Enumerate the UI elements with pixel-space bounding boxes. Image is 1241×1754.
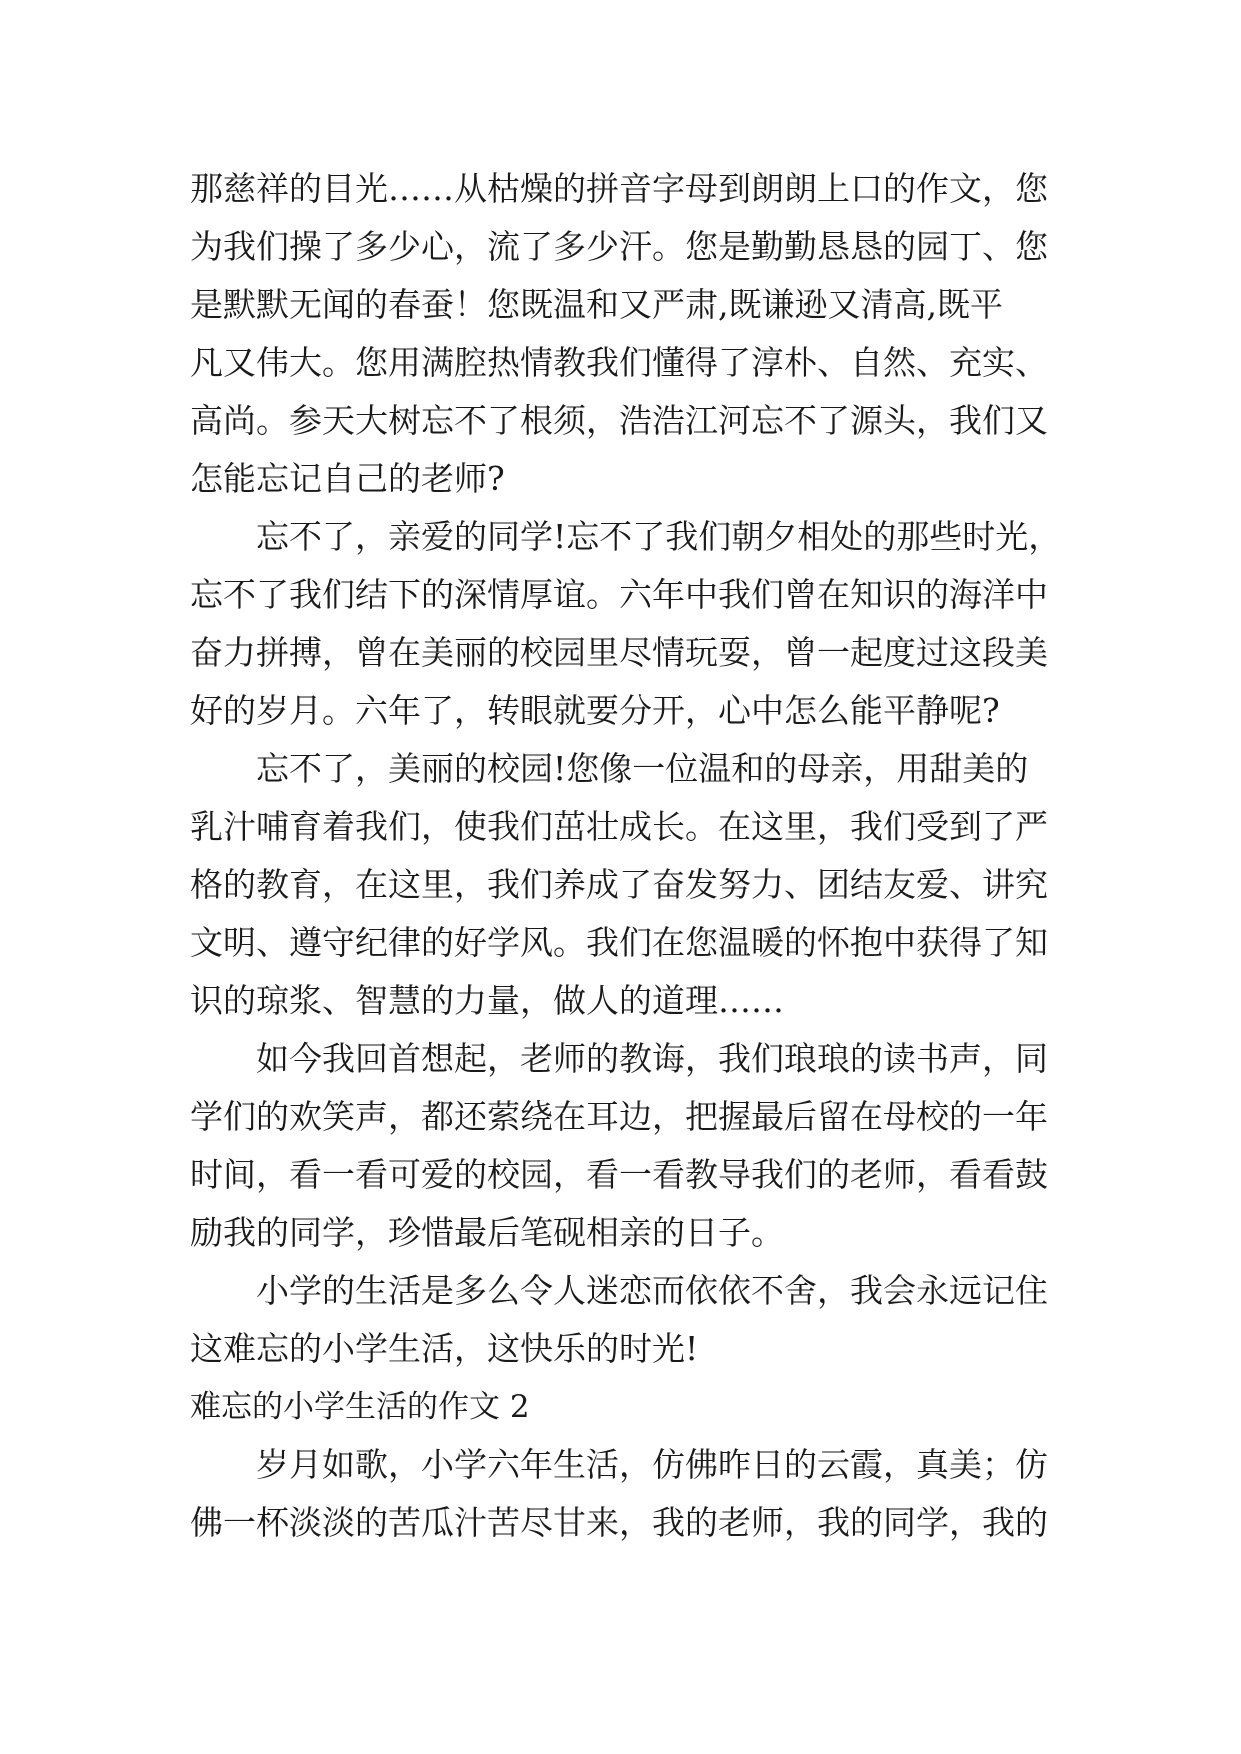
text-line: 学们的欢笑声，都还萦绕在耳边，把握最后留在母校的一年	[190, 1097, 1048, 1136]
paragraph-first-line: 小学的生活是多么令人迷恋而依依不舍，我会永远记住	[256, 1271, 1048, 1310]
text-line: 乳汁哺育着我们，使我们茁壮成长。在这里，我们受到了严	[190, 807, 1048, 846]
text-line: 忘不了我们结下的深情厚谊。六年中我们曾在知识的海洋中	[190, 575, 1048, 614]
text-line: 是默默无闻的春蚕！您既温和又严肃,既谦逊又清高,既平	[190, 285, 1003, 324]
text-line: 为我们操了多少心，流了多少汗。您是勤勤恳恳的园丁、您	[190, 227, 1048, 266]
paragraph-first-line: 如今我回首想起，老师的教诲，我们琅琅的读书声，同	[256, 1039, 1048, 1078]
text-line: 高尚。参天大树忘不了根须，浩浩江河忘不了源头，我们又	[190, 401, 1048, 440]
text-line: 文明、遵守纪律的好学风。我们在您温暖的怀抱中获得了知	[190, 923, 1048, 962]
section-heading: 难忘的小学生活的作文 2	[190, 1389, 530, 1425]
paragraph-first-line: 忘不了，亲爱的同学!忘不了我们朝夕相处的那些时光，	[256, 517, 1062, 556]
text-line: 这难忘的小学生活，这快乐的时光!	[190, 1329, 699, 1368]
text-line: 怎能忘记自己的老师?	[190, 459, 505, 498]
text-line: 佛一杯淡淡的苦瓜汁苦尽甘来，我的老师，我的同学，我的	[190, 1503, 1048, 1542]
text-line: 奋力拼搏，曾在美丽的校园里尽情玩耍，曾一起度过这段美	[190, 633, 1048, 672]
document-body	[190, 160, 1070, 1552]
paragraph-first-line: 岁月如歌，小学六年生活，仿佛昨日的云霞，真美；仿	[256, 1445, 1048, 1484]
text-line: 好的岁月。六年了，转眼就要分开，心中怎么能平静呢?	[190, 691, 1000, 730]
text-line: 时间，看一看可爱的校园，看一看教导我们的老师，看看鼓	[190, 1155, 1048, 1194]
text-line: 凡又伟大。您用满腔热情教我们懂得了淳朴、自然、充实、	[190, 343, 1048, 382]
text-line: 识的琼浆、智慧的力量，做人的道理……	[190, 981, 784, 1020]
text-line: 励我的同学，珍惜最后笔砚相亲的日子。	[190, 1213, 784, 1252]
text-line: 格的教育，在这里，我们养成了奋发努力、团结友爱、讲究	[190, 865, 1048, 904]
paragraph-first-line: 忘不了，美丽的校园!您像一位温和的母亲，用甜美的	[256, 749, 1029, 788]
text-line: 那慈祥的目光……从枯燥的拼音字母到朗朗上口的作文，您	[190, 169, 1048, 208]
